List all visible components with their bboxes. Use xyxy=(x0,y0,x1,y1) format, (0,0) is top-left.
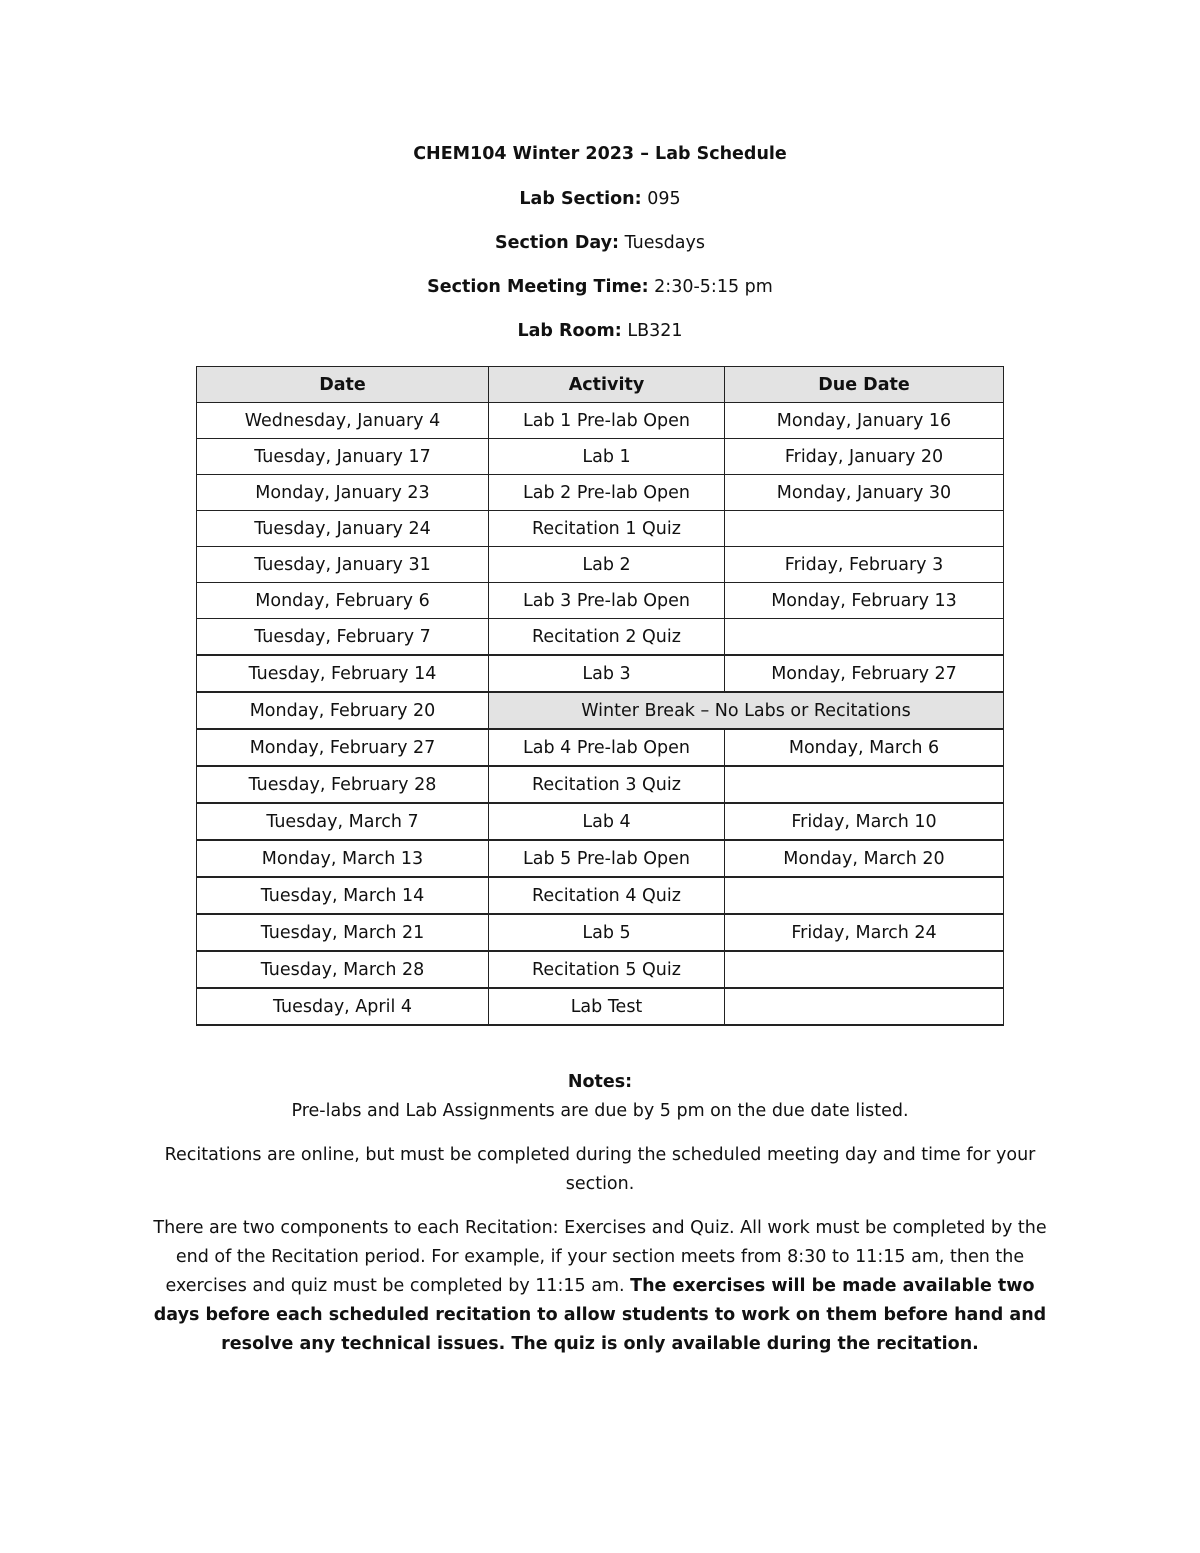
table-row xyxy=(197,951,1004,988)
table-header-row xyxy=(197,367,1004,403)
cell-due-date: Monday, March 20 xyxy=(725,840,1004,877)
notes-section xyxy=(140,1068,1060,1359)
cell-date: Tuesday, April 4 xyxy=(197,988,489,1025)
notes-components-text: There are two components to each Recitation: Exercises and Quiz. All work must be completed by the end of the Recitation period. For example, if your section meets from 8:30 to 11:15 am, then the exercises and quiz must be completed by 11:15 am. xyxy=(153,1218,1047,1296)
cell-activity: Lab 3 Pre-lab Open xyxy=(489,583,725,619)
cell-due-date: Friday, March 10 xyxy=(725,803,1004,840)
notes-line-components xyxy=(140,1214,1060,1359)
cell-activity: Lab 5 Pre-lab Open xyxy=(489,840,725,877)
cell-activity: Lab 2 xyxy=(489,547,725,583)
cell-date: Tuesday, March 14 xyxy=(197,877,489,914)
cell-due-date: Monday, January 16 xyxy=(725,403,1004,439)
cell-due-date: Monday, February 13 xyxy=(725,583,1004,619)
cell-activity: Lab 2 Pre-lab Open xyxy=(489,475,725,511)
cell-winter-break: Winter Break – No Labs or Recitations xyxy=(489,692,1004,729)
notes-components-bold: The exercises will be made available two days before each scheduled recitation to allow students to work on them before hand and resolve any technical issues. The quiz is only available during the recitation. xyxy=(153,1276,1047,1354)
lab-room-line: Lab Room: LB321 xyxy=(517,321,683,341)
table-row xyxy=(197,475,1004,511)
table-row xyxy=(197,729,1004,766)
notes-line-recitations: Recitations are online, but must be completed during the scheduled meeting day and time for your section. xyxy=(164,1145,1036,1194)
cell-activity: Recitation 4 Quiz xyxy=(489,877,725,914)
schedule-body xyxy=(197,403,1004,1026)
cell-date: Monday, March 13 xyxy=(197,840,489,877)
table-row xyxy=(197,692,1004,729)
cell-activity: Recitation 3 Quiz xyxy=(489,766,725,803)
cell-activity: Recitation 5 Quiz xyxy=(489,951,725,988)
table-row xyxy=(197,988,1004,1025)
section-day-line: Section Day: Tuesdays xyxy=(495,233,705,253)
cell-date: Monday, February 20 xyxy=(197,692,489,729)
table-row xyxy=(197,655,1004,692)
table-row xyxy=(197,583,1004,619)
cell-activity: Lab 5 xyxy=(489,914,725,951)
cell-activity: Lab 4 Pre-lab Open xyxy=(489,729,725,766)
table-row xyxy=(197,511,1004,547)
cell-activity: Lab 3 xyxy=(489,655,725,692)
cell-activity: Lab 1 xyxy=(489,439,725,475)
notes-title: Notes: xyxy=(567,1072,633,1092)
cell-activity: Recitation 2 Quiz xyxy=(489,619,725,656)
cell-activity: Lab 4 xyxy=(489,803,725,840)
cell-date: Tuesday, January 31 xyxy=(197,547,489,583)
cell-due-date: Monday, February 27 xyxy=(725,655,1004,692)
cell-due-date xyxy=(725,619,1004,656)
table-row xyxy=(197,840,1004,877)
cell-date: Tuesday, February 28 xyxy=(197,766,489,803)
table-row xyxy=(197,803,1004,840)
cell-due-date xyxy=(725,951,1004,988)
meeting-time-line: Section Meeting Time: 2:30-5:15 pm xyxy=(427,277,773,297)
cell-activity: Lab 1 Pre-lab Open xyxy=(489,403,725,439)
cell-date: Monday, February 27 xyxy=(197,729,489,766)
table-row xyxy=(197,547,1004,583)
table-row xyxy=(197,403,1004,439)
cell-date: Tuesday, February 14 xyxy=(197,655,489,692)
cell-activity: Lab Test xyxy=(489,988,725,1025)
cell-date: Wednesday, January 4 xyxy=(197,403,489,439)
table-row xyxy=(197,877,1004,914)
cell-date: Tuesday, March 7 xyxy=(197,803,489,840)
cell-due-date: Monday, March 6 xyxy=(725,729,1004,766)
header-date: Date xyxy=(197,367,489,403)
schedule-table xyxy=(196,366,1004,1026)
cell-date: Tuesday, February 7 xyxy=(197,619,489,656)
cell-due-date xyxy=(725,511,1004,547)
cell-date: Tuesday, January 24 xyxy=(197,511,489,547)
cell-date: Tuesday, March 21 xyxy=(197,914,489,951)
header-due-date: Due Date xyxy=(725,367,1004,403)
cell-due-date xyxy=(725,766,1004,803)
notes-line-due: Pre-labs and Lab Assignments are due by 5 pm on the due date listed. xyxy=(291,1101,909,1121)
table-row xyxy=(197,766,1004,803)
cell-date: Monday, January 23 xyxy=(197,475,489,511)
cell-due-date: Friday, March 24 xyxy=(725,914,1004,951)
cell-due-date: Friday, February 3 xyxy=(725,547,1004,583)
cell-date: Tuesday, January 17 xyxy=(197,439,489,475)
table-row xyxy=(197,619,1004,656)
page-title: CHEM104 Winter 2023 – Lab Schedule xyxy=(413,144,787,164)
cell-due-date: Monday, January 30 xyxy=(725,475,1004,511)
header-activity: Activity xyxy=(489,367,725,403)
lab-section-line: Lab Section: 095 xyxy=(519,189,681,209)
cell-due-date xyxy=(725,877,1004,914)
cell-date: Monday, February 6 xyxy=(197,583,489,619)
cell-date: Tuesday, March 28 xyxy=(197,951,489,988)
table-row xyxy=(197,914,1004,951)
cell-activity: Recitation 1 Quiz xyxy=(489,511,725,547)
cell-due-date xyxy=(725,988,1004,1025)
cell-due-date: Friday, January 20 xyxy=(725,439,1004,475)
table-row xyxy=(197,439,1004,475)
